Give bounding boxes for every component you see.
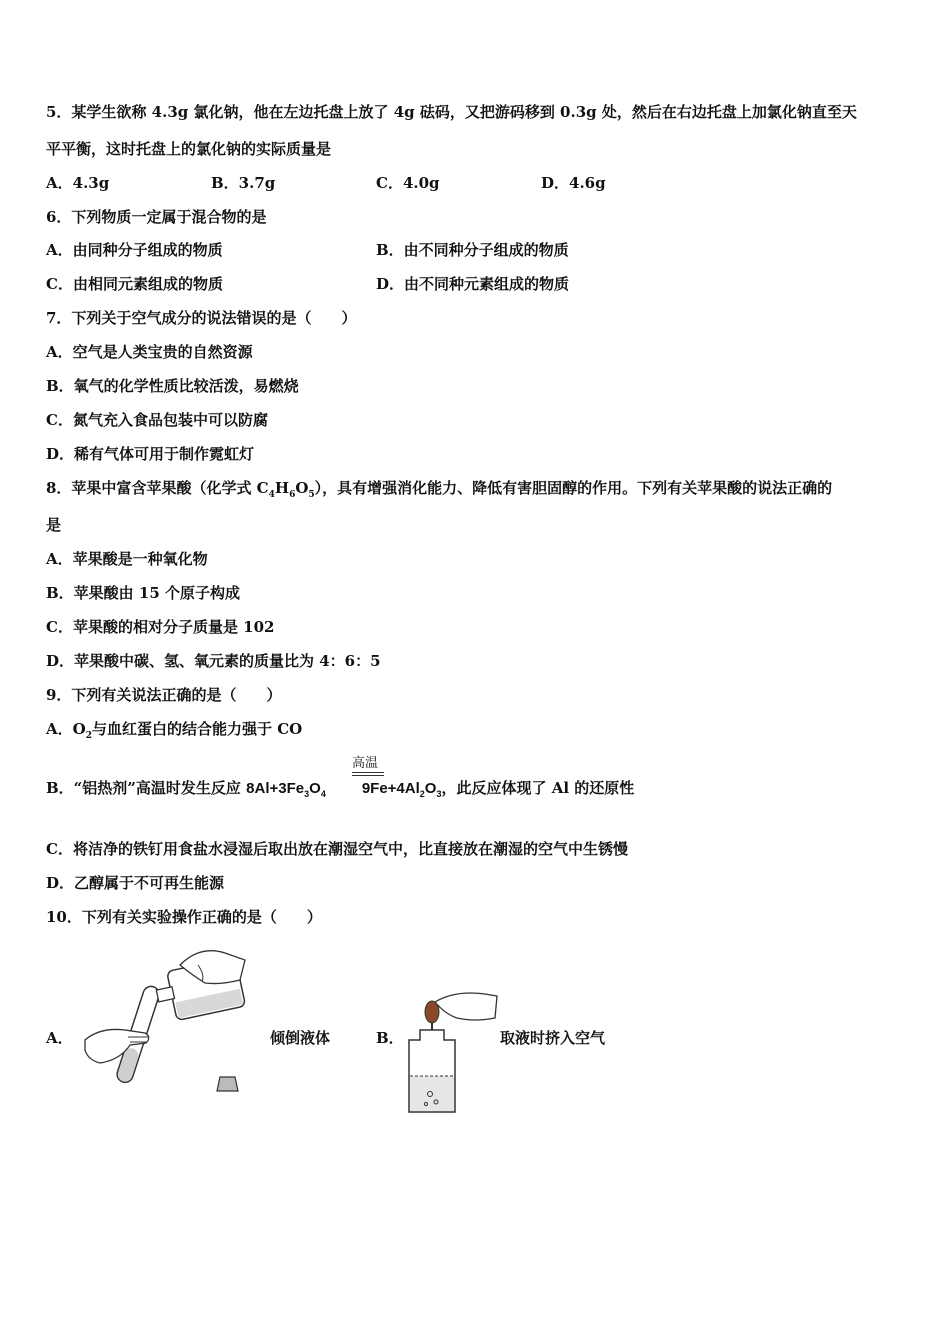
q7-option-a: A．空气是人类宝贵的自然资源	[46, 343, 253, 361]
q8-option-d: D．苹果酸中碳、氢、氧元素的质量比为 4：6：5	[46, 652, 381, 670]
q8-option-c: C．苹果酸的相对分子质量是 102	[46, 618, 275, 636]
q9-option-a: A．$O_2$与血红蛋白的结合能力强于 CO	[46, 720, 303, 741]
q10-stem: 10．下列有关实验操作正确的是（ ）	[46, 908, 322, 926]
reaction-equals-line-2	[352, 775, 384, 776]
q5-option-c: C．4.0g	[376, 174, 440, 192]
q6-option-d: D．由不同种元素组成的物质	[376, 275, 570, 293]
q5-option-b: B．3.7g	[211, 174, 276, 192]
q10-option-a-label: A．	[46, 1029, 73, 1047]
q7-option-c: C．氮气充入食品包装中可以防腐	[46, 411, 268, 429]
pouring-liquid-illustration	[80, 945, 250, 1095]
q9-stem: 9．下列有关说法正确的是（ ）	[46, 686, 282, 704]
reactants: $8Al+3Fe_3O_4$	[246, 780, 326, 799]
q9-option-b: B．“铝热剂”高温时发生反应 $8Al+3Fe_3O_4$ $9Fe+4Al_2O_3$，此反应体现了 Al 的还原性	[46, 779, 635, 799]
q6-option-a: A．由同种分子组成的物质	[46, 241, 223, 259]
q6-stem: 6．下列物质一定属于混合物的是	[46, 208, 267, 226]
q8-option-b: B．苹果酸由 15 个原子构成	[46, 584, 240, 602]
reaction-condition: 高温	[352, 756, 379, 771]
q7-option-b: B．氧气的化学性质比较活泼，易燃烧	[46, 377, 299, 395]
q6-option-c: C．由相同元素组成的物质	[46, 275, 223, 293]
q10-option-b-label: B．	[376, 1029, 404, 1047]
q5-stem-line2: 平平衡，这时托盘上的氯化钠的实际质量是	[46, 140, 332, 158]
q9-option-c: C．将洁净的铁钉用食盐水浸湿后取出放在潮湿空气中，比直接放在潮湿的空气中生锈慢	[46, 840, 628, 858]
q6-option-b: B．由不同种分子组成的物质	[376, 241, 569, 259]
q8-option-a: A．苹果酸是一种氧化物	[46, 550, 208, 568]
q8-stem-line1: 8．苹果中富含苹果酸（化学式 $C_4H_6O_5$），具有增强消化能力、降低有害胆固醇的作用。下列有关苹果酸的说法正确的	[46, 479, 833, 500]
reaction-equals-line-1	[352, 772, 384, 773]
q10-option-a-text: 倾倒液体	[270, 1029, 331, 1047]
q9-option-d: D．乙醇属于不可再生能源	[46, 874, 225, 892]
dropper-bottle-illustration	[405, 990, 500, 1120]
q5-option-a: A．4.3g	[46, 174, 110, 192]
q8-stem-line2: 是	[46, 516, 62, 534]
q7-stem: 7．下列关于空气成分的说法错误的是（ ）	[46, 309, 357, 327]
q10-option-b-text: 取液时挤入空气	[500, 1029, 606, 1047]
q5-stem-line1: 5．某学生欲称 4.3g 氯化钠，他在左边托盘上放了 4g 砝码，又把游码移到 0.3g 处，然后在右边托盘上加氯化钠直至天	[46, 103, 857, 121]
q5-option-d: D．4.6g	[541, 174, 606, 192]
products: $9Fe+4Al_2O_3$	[361, 780, 442, 799]
q7-option-d: D．稀有气体可用于制作霓虹灯	[46, 445, 255, 463]
